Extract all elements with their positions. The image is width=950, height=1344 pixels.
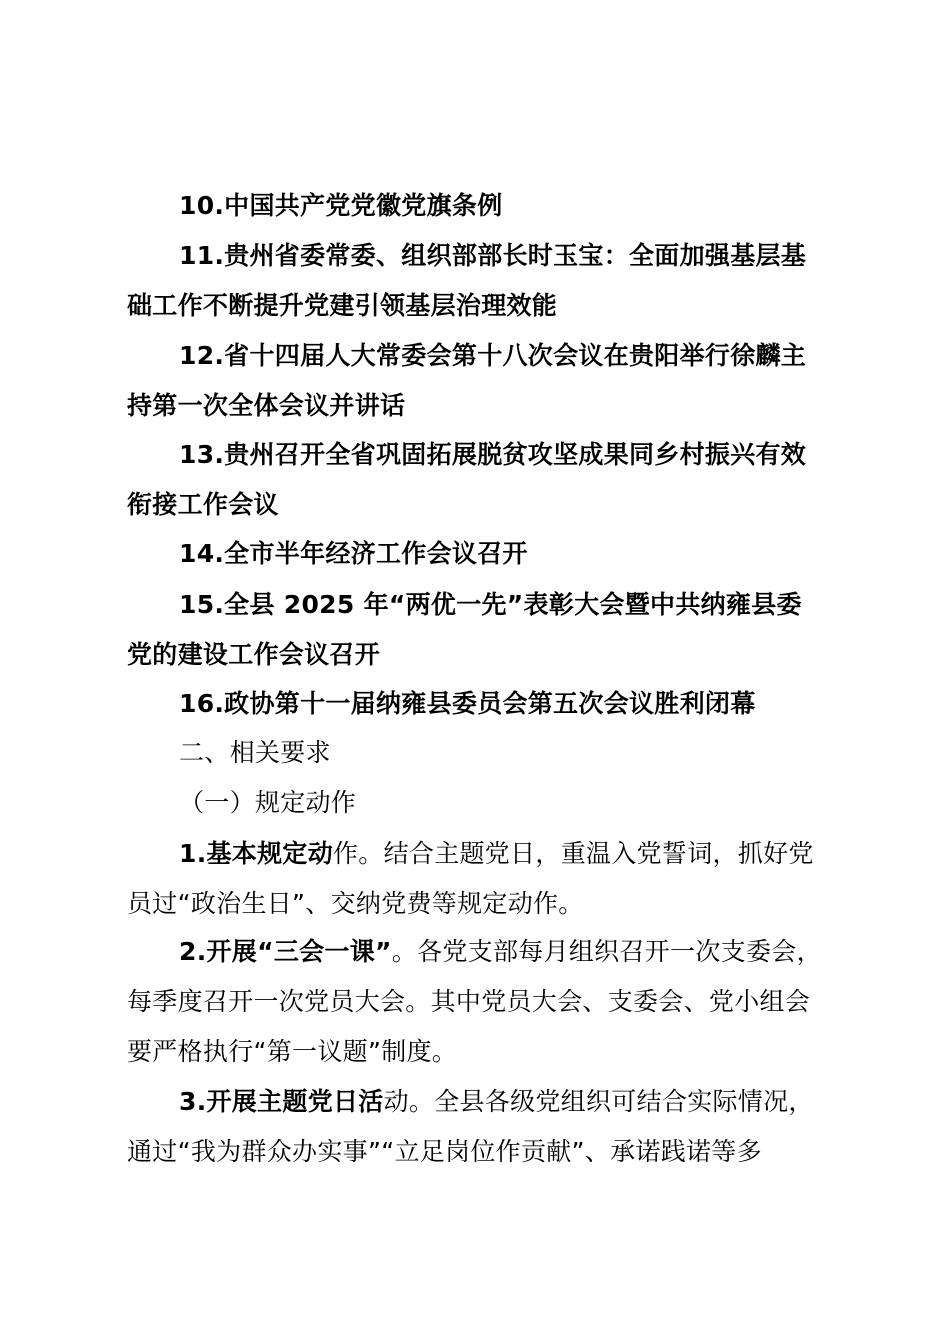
requirement-lead: 2.开展“三会一课” [179,937,392,966]
list-item-text: 15.全县 2025 年“两优一先”表彰大会暨中共纳雍县委 [179,590,802,619]
requirement-lead: 1.基本规定动 [179,839,333,868]
list-item-text: 10.中国共产党党徽党旗条例 [179,191,503,220]
requirement-text-continued: 每季度召开一次党员大会。其中党员大会、支委会、党小组会 [127,987,811,1016]
requirement-text: 。各党支部每月组织召开一次支委会， [391,937,822,966]
list-item-text: 13.贵州召开全省巩固拓展脱贫攻坚成果同乡村振兴有效 [179,440,807,469]
list-item [127,231,847,331]
requirement-paragraph [127,1077,847,1177]
list-item [127,430,847,530]
list-item-text: 16.政协第十一届纳雍县委员会第五次会议胜利闭幕 [179,689,756,718]
list-item-text-continued: 党的建设工作会议召开 [127,640,381,669]
requirement-paragraph [127,927,847,1077]
requirement-text: 动。全县各级党组织可结合实际情况， [383,1087,814,1116]
requirement-text-continued: 通过“我为群众办实事”“立足岗位作贡献”、承诺践诺等多 [127,1137,762,1166]
list-item-text-continued: 础工作不断提升党建引领基层治理效能 [127,291,558,320]
list-item-text: 12.省十四届人大常委会第十八次会议在贵阳举行徐麟主 [179,341,807,370]
section-heading: 二、相关要求 [179,738,331,767]
list-item [127,331,847,431]
requirement-text-continued: 员过“政治生日”、交纳党费等规定动作。 [127,889,584,918]
requirement-text-continued: 要严格执行“第一议题”制度。 [127,1037,458,1066]
requirement-lead: 3.开展主题党日活 [179,1087,384,1116]
subsection-heading: （一）规定动作 [179,788,357,817]
list-item [127,181,847,231]
list-item-text: 14.全市半年经济工作会议召开 [179,539,528,568]
list-item-text: 11.贵州省委常委、组织部部长时玉宝：全面加强基层基 [179,241,807,270]
list-item [127,679,847,729]
list-item [127,529,847,579]
list-item [127,580,847,680]
requirement-text: 作。结合主题党日，重温入党誓词，抓好党 [333,839,814,868]
requirement-paragraph [127,829,847,929]
list-item-text-continued: 持第一次全体会议并讲话 [127,391,406,420]
list-item-text-continued: 衔接工作会议 [127,490,279,519]
